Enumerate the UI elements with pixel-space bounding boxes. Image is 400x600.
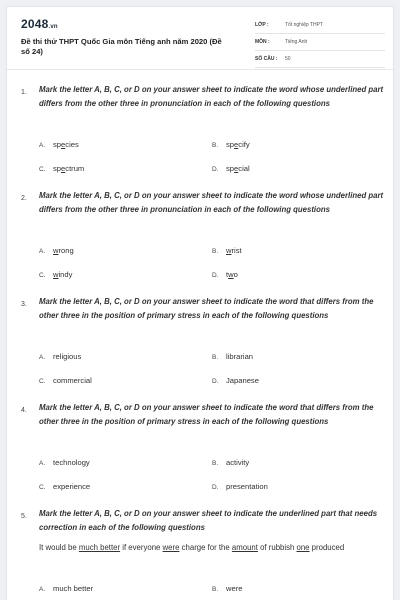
underlined-letters: e <box>234 164 239 173</box>
meta-class: LỚP : Tốt nghiệp THPT <box>255 17 385 34</box>
option-text: cial <box>238 164 250 173</box>
option-text: librarian <box>226 352 254 361</box>
underlined-letters: e <box>61 140 66 149</box>
sentence-text: It would be <box>39 543 79 552</box>
option-text: sp <box>226 164 235 173</box>
meta-subject: MÔN : Tiếng Anh <box>255 34 385 51</box>
option-text: religious <box>53 352 82 361</box>
option-text: experience <box>53 482 91 491</box>
answer-option-a[interactable] <box>39 140 79 149</box>
answer-option-a[interactable] <box>39 246 74 255</box>
answer-option-a[interactable] <box>39 584 93 593</box>
question-prompt: Mark the letter A, B, C, or D on your answer sheet to indicate the word that differs from the other three in the position of primary stress in each of the following questions <box>39 297 374 320</box>
option-text: indy <box>58 270 73 279</box>
option-letter: B. <box>212 142 219 149</box>
exam-meta <box>255 17 385 68</box>
option-letter: A. <box>39 354 46 361</box>
site-logo[interactable]: 2048.vn <box>21 17 58 31</box>
option-letter: D. <box>212 166 219 173</box>
exam-page <box>6 6 394 600</box>
underlined-part: were <box>162 543 180 552</box>
answer-option-b[interactable] <box>212 140 250 149</box>
question-number: 4. <box>21 407 27 414</box>
option-letter: D. <box>212 484 219 491</box>
option-text: activity <box>226 458 250 467</box>
option-text: rong <box>58 246 74 255</box>
question-prompt: Mark the letter A, B, C, or D on your answer sheet to indicate the word whose underlined part differs from the other three in pronunciation in each of the following questions <box>39 191 384 214</box>
option-text: sp <box>53 164 62 173</box>
option-letter: A. <box>39 248 46 255</box>
answer-option-a[interactable] <box>39 458 90 467</box>
option-text: rist <box>231 246 242 255</box>
option-letter: A. <box>39 142 46 149</box>
answer-option-c[interactable] <box>39 482 90 491</box>
option-text: were <box>226 584 243 593</box>
answer-option-b[interactable] <box>212 352 253 361</box>
underlined-part: one <box>296 543 310 552</box>
option-text: sp <box>53 140 62 149</box>
option-text: t <box>226 270 229 279</box>
meta-question-count: SỐ CÂU : 50 <box>255 51 385 68</box>
answer-option-c[interactable] <box>39 376 92 385</box>
answer-option-d[interactable] <box>212 482 268 491</box>
sentence-text: of rubbish <box>257 543 297 552</box>
underlined-part: amount <box>231 543 258 552</box>
answer-option-d[interactable] <box>212 164 250 173</box>
option-text: sp <box>226 140 235 149</box>
question-prompt: Mark the letter A, B, C, or D on your answer sheet to indicate the word that differs from the other three in the position of primary stress in each of the following questions <box>39 403 374 426</box>
answer-option-d[interactable] <box>212 376 259 385</box>
option-text: ctrum <box>65 164 85 173</box>
underlined-letters: e <box>61 164 66 173</box>
underlined-letters: w <box>53 246 59 255</box>
answer-option-b[interactable] <box>212 458 249 467</box>
option-text: technology <box>53 458 90 467</box>
question-prompt: Mark the letter A, B, C, or D on your answer sheet to indicate the word whose underlined part differs from the other three in pronunciation in each of the following questions <box>39 85 384 108</box>
option-letter: B. <box>212 354 219 361</box>
error-sentence <box>39 540 384 556</box>
option-letter: C. <box>39 484 46 491</box>
option-text: o <box>233 270 238 279</box>
answer-option-c[interactable] <box>39 164 84 173</box>
option-text: commercial <box>53 376 92 385</box>
underlined-letters: e <box>234 140 239 149</box>
question-number: 3. <box>21 301 27 308</box>
sentence-text: produced <box>309 543 345 552</box>
option-letter: C. <box>39 166 46 173</box>
option-letter: A. <box>39 586 46 593</box>
exam-title: Đề thi thử THPT Quốc Gia môn Tiếng anh năm 2020 (Đề số 24) <box>21 37 222 56</box>
option-letter: D. <box>212 378 219 385</box>
underlined-part: much better <box>78 543 121 552</box>
option-letter: B. <box>212 586 219 593</box>
option-text: cies <box>65 140 79 149</box>
exam-header <box>7 7 393 70</box>
option-letter: C. <box>39 272 46 279</box>
underlined-letters: w <box>53 270 59 279</box>
question-number: 2. <box>21 195 27 202</box>
sentence-text: charge for the <box>179 543 232 552</box>
question-number: 5. <box>21 513 27 520</box>
underlined-letters: w <box>228 270 234 279</box>
answer-option-b[interactable] <box>212 584 242 593</box>
answer-option-c[interactable] <box>39 270 72 279</box>
question-prompt: Mark the letter A, B, C, or D on your answer sheet to indicate the underlined part that needs correction in each of the following questions <box>39 509 378 532</box>
option-text: Japanese <box>226 376 259 385</box>
answer-option-b[interactable] <box>212 246 242 255</box>
option-text: presentation <box>226 482 268 491</box>
sentence-text: if everyone <box>120 543 163 552</box>
option-letter: B. <box>212 460 219 467</box>
option-letter: D. <box>212 272 219 279</box>
question-number: 1. <box>21 89 27 96</box>
underlined-letters: w <box>226 246 232 255</box>
option-letter: C. <box>39 378 46 385</box>
option-letter: B. <box>212 248 219 255</box>
option-text: cify <box>238 140 250 149</box>
option-text: much better <box>53 584 94 593</box>
option-letter: A. <box>39 460 46 467</box>
answer-option-a[interactable] <box>39 352 81 361</box>
answer-option-d[interactable] <box>212 270 238 279</box>
